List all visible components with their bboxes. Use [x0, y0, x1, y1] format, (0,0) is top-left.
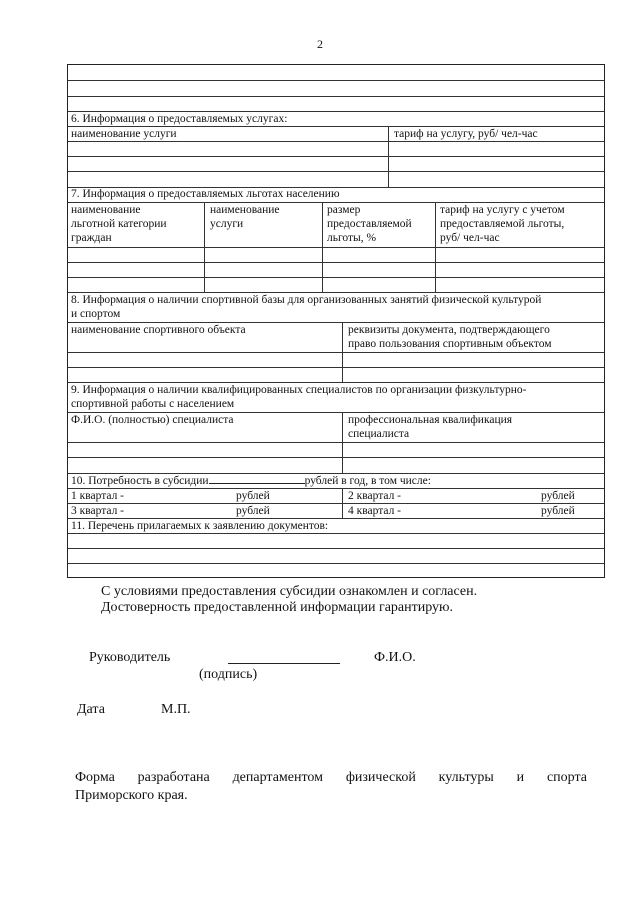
row-divider — [68, 563, 604, 564]
section6-col-service-name: наименование услуги — [71, 128, 177, 140]
row-divider — [68, 352, 604, 353]
form-developer-note: Форма разработана департаментом физической культуры и спорта Приморского края. — [75, 770, 587, 803]
row-divider — [68, 442, 604, 443]
section8-col-document: реквизиты документа, подтверждающего право пользования спортивным объектом — [348, 324, 552, 350]
section8-title: 8. Информация о наличии спортивной базы для организованных занятий физической культурой и спортом — [71, 294, 542, 320]
signature-fio-label: Ф.И.О. — [374, 650, 416, 665]
row-divider — [68, 247, 604, 248]
section6-col-tariff: тариф на услугу, руб/ чел-час — [394, 128, 538, 140]
section9-col-qualification: профессиональная квалификация специалиста — [348, 414, 513, 440]
quarter-3-label: 3 квартал - — [71, 505, 125, 517]
row-divider — [68, 96, 604, 97]
quarter-1-label: 1 квартал - — [71, 490, 125, 502]
row-divider — [68, 548, 604, 549]
statement-guarantee: Достоверность предоставленной информации гарантирую. — [101, 600, 454, 615]
quarter-2-unit: рублей — [541, 490, 575, 502]
row-divider — [68, 277, 604, 278]
row-divider — [68, 488, 604, 489]
section6-title: 6. Информация о предоставляемых услугах: — [71, 113, 288, 125]
section7-col-tariff-with-benefit: тариф на услугу с учетом предоставляемой льготы, руб/ чел-час — [440, 204, 565, 244]
quarter-2-label: 2 квартал - — [348, 490, 402, 502]
section7-col-service: наименование услуги — [210, 204, 280, 230]
application-form-table — [67, 64, 605, 578]
stamp-label: М.П. — [161, 702, 191, 717]
quarter-4-unit: рублей — [541, 505, 575, 517]
row-divider — [68, 457, 604, 458]
signature-line — [228, 663, 340, 664]
section7-col-category: наименование льготной категории граждан — [71, 204, 167, 244]
row-divider — [68, 533, 604, 534]
row-divider — [68, 262, 604, 263]
section11-title: 11. Перечень прилагаемых к заявлению документов: — [71, 520, 329, 532]
section8-col-facility: наименование спортивного объекта — [71, 324, 246, 336]
section7-col-benefit-size: размер предоставляемой льготы, % — [327, 204, 412, 244]
quarter-4-label: 4 квартал - — [348, 505, 402, 517]
quarter-3-unit: рублей — [236, 505, 270, 517]
row-divider — [68, 141, 604, 142]
section9-col-fullname: Ф.И.О. (полностью) специалиста — [71, 414, 234, 426]
statement-conditions: С условиями предоставления субсидии ознакомлен и согласен. — [101, 584, 478, 599]
section7-title: 7. Информация о предоставляемых льготах населению — [71, 188, 340, 200]
page-number: 2 — [317, 37, 323, 51]
row-divider — [68, 503, 604, 504]
row-divider — [68, 367, 604, 368]
section10-title: 10. Потребность в субсидии рублей в год, в том числе: — [71, 475, 431, 487]
subsidy-amount-blank — [209, 473, 305, 484]
row-divider — [68, 80, 604, 81]
row-divider — [68, 171, 604, 172]
date-label: Дата — [77, 702, 105, 717]
section9-title: 9. Информация о наличии квалифицированных специалистов по организации физкультурно- спортивной работы с населением — [71, 384, 527, 410]
quarter-1-unit: рублей — [236, 490, 270, 502]
signature-caption: (подпись) — [199, 667, 258, 682]
signature-head-label: Руководитель — [89, 650, 171, 665]
row-divider — [68, 156, 604, 157]
